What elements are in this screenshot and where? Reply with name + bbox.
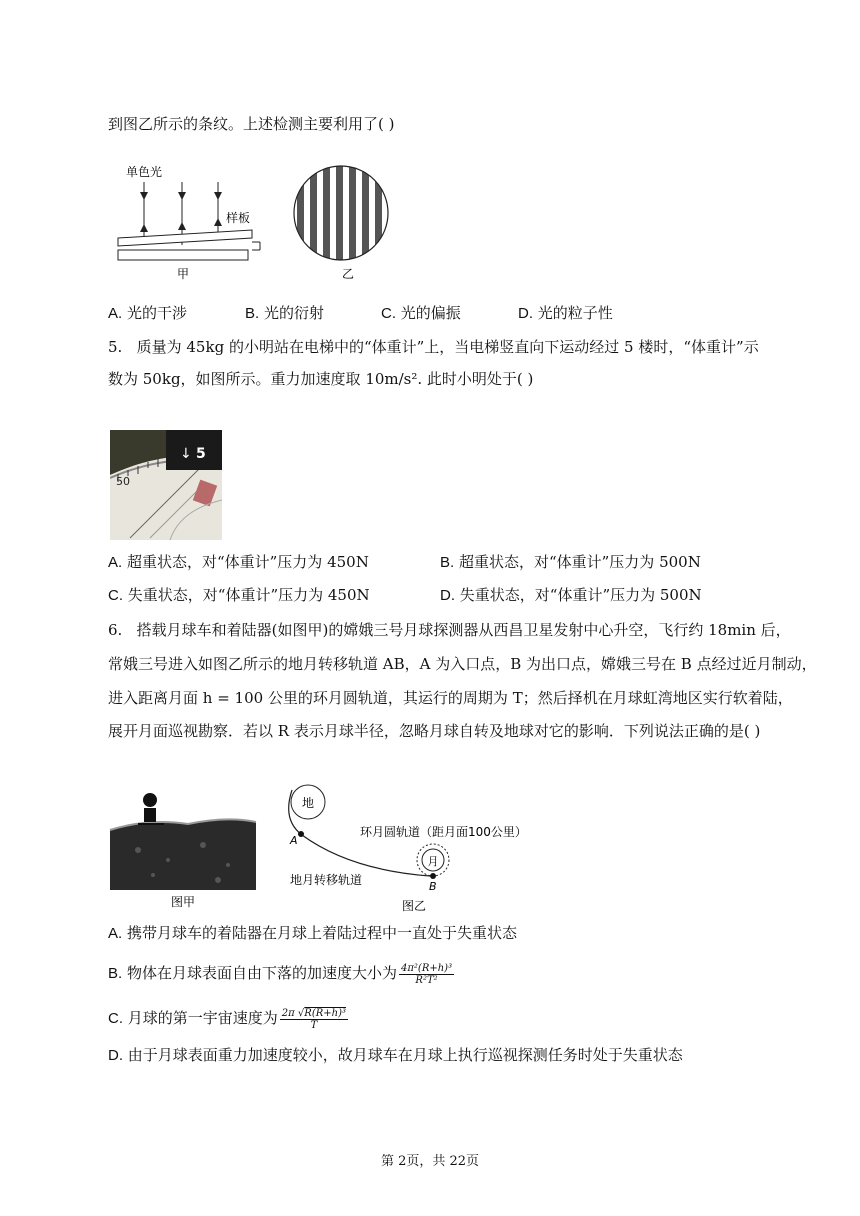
scale-photo [110, 430, 222, 540]
q6-option-d[interactable]: D. 由于月球表面重力加速度较小，故月球车在月球上执行巡视探测任务时处于失重状态 [108, 1046, 683, 1064]
moon-label: 月 [427, 855, 439, 868]
q5-option-c[interactable]: C. 失重状态，对“体重计”压力为 450N [108, 586, 370, 604]
q4-option-a[interactable]: A. 光的干涉 [108, 304, 187, 322]
interference-fringes [288, 158, 398, 283]
down-arrow-icon: ↓ [180, 446, 192, 462]
scale-number: 50 [116, 475, 130, 488]
q5-option-a[interactable]: A. 超重状态，对“体重计”压力为 450N [108, 553, 369, 571]
q6-option-b[interactable]: B. 物体在月球表面自由下落的加速度大小为 $\frac{\text{4π²(R+h)³}}{\text{R²T²}}$ [108, 962, 453, 986]
page-footer: 第 2页，共 22页 [380, 1154, 480, 1169]
caption-figure-yi: 图乙 [401, 899, 427, 913]
q5-number: 5. [108, 338, 123, 356]
q6-option-a[interactable]: A. 携带月球车的着陆器在月球上着陆过程中一直处于失重状态 [108, 924, 517, 942]
q4-option-d[interactable]: D. 光的粒子性 [518, 304, 613, 322]
q6-c-fraction: $\frac{\text{2π √R(R+h)³}}{T}$ [281, 1007, 346, 1031]
q5-stem-line1: 5. 质量为 45kg 的小明站在电梯中的“体重计”上，当电梯竖直向下运动经过 5 楼时，“体重计”示 [108, 338, 759, 356]
caption-jia: 甲 [176, 267, 190, 281]
q6-stem-line3: 进入距离月面 h = 100 公里的环月圆轨道，其运行的周期为 T；然后择机在月球虹湾地区实行软着陆， [108, 689, 793, 707]
transfer-orbit-label: 地月转移轨道 [290, 873, 363, 887]
light-label: 单色光 [126, 165, 163, 179]
lander-photo [108, 790, 258, 912]
thin-film-diagram [112, 160, 267, 285]
point-a-label: A [290, 834, 298, 847]
point-b-label: B [429, 880, 437, 893]
q4-option-b[interactable]: B. 光的衍射 [245, 304, 324, 322]
q5-stem-line2: 数为 50kg，如图所示。重力加速度取 10m/s². 此时小明处于( ) [108, 370, 534, 388]
q4-stem-tail: 到图乙所示的条纹。上述检测主要利用了( ) [108, 115, 395, 133]
orbit-diagram [280, 780, 560, 915]
caption-yi: 乙 [341, 267, 355, 281]
q6-stem-line2: 常娥三号进入如图乙所示的地月转移轨道 AB，A 为入口点，B 为出口点，嫦娥三号在 B 点经过近月制动， [108, 655, 817, 673]
q6-stem-line4: 展开月面巡视勘察．若以 R 表示月球半径，忽略月球自转及地球对它的影响．下列说法正确的是( ) [108, 722, 761, 740]
earth-label: 地 [301, 796, 315, 810]
caption-figure-jia: 图甲 [170, 895, 196, 909]
floor-number: 5 [196, 446, 206, 462]
q4-option-c[interactable]: C. 光的偏振 [381, 304, 461, 322]
q6-option-c[interactable]: C. 月球的第一宇宙速度为 $\frac{\text{2π √R(R+h)³}}{T}$ [108, 1007, 346, 1031]
plate-label: 样板 [226, 211, 251, 225]
circular-orbit-label: 环月圆轨道（距月面100公里） [360, 825, 527, 839]
q6-b-fraction: $\frac{\text{4π²(R+h)³}}{\text{R²T²}}$ [400, 962, 453, 986]
q6-stem-line1: 6. 搭载月球车和着陆器(如图甲)的嫦娥三号月球探测器从西昌卫星发射中心升空，飞行约 18min 后， [108, 621, 791, 639]
q6-number: 6. [108, 621, 123, 639]
q5-option-d[interactable]: D. 失重状态，对“体重计”压力为 500N [440, 586, 702, 604]
q5-option-b[interactable]: B. 超重状态，对“体重计”压力为 500N [440, 553, 701, 571]
